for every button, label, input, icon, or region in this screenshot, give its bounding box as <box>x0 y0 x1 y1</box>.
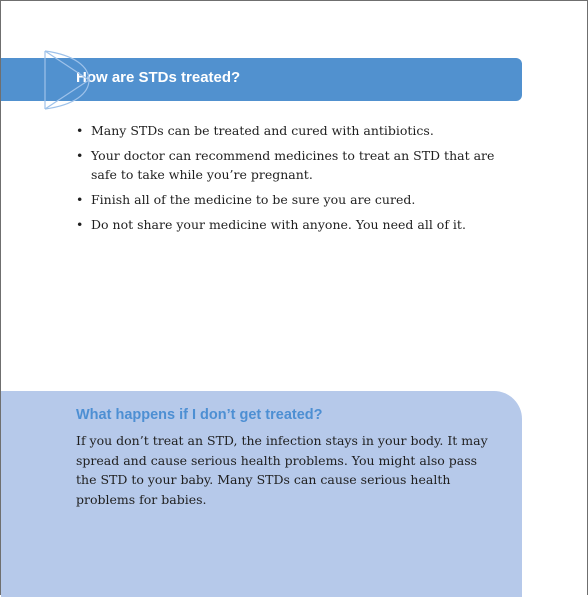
list-item <box>76 121 496 140</box>
bullet-icon: • <box>76 217 84 232</box>
list-item-text: Finish all of the medicine to be sure you are cured. <box>91 192 416 207</box>
bullet-icon: • <box>76 148 84 163</box>
list-item <box>76 215 496 234</box>
list-item-text: Do not share your medicine with anyone. You need all of it. <box>91 217 466 232</box>
chevron-outline-icon <box>41 49 93 111</box>
panel-body-text: If you don’t treat an STD, the infection stays in your body. It may spread and cause serious health problems. You might also pass the STD to your baby. Many STDs can cause serious health problems for babies. <box>76 433 488 507</box>
info-panel <box>1 391 522 597</box>
bullet-icon: • <box>76 123 84 138</box>
treatment-bullet-list <box>76 121 496 240</box>
list-item-text: Your doctor can recommend medicines to treat an STD that are safe to take while you’re pregnant. <box>91 148 495 182</box>
list-item <box>76 146 496 184</box>
list-item <box>76 190 496 209</box>
list-item-text: Many STDs can be treated and cured with antibiotics. <box>91 123 434 138</box>
section-title: How are STDs treated? <box>76 69 241 86</box>
bullet-icon: • <box>76 192 84 207</box>
panel-heading: What happens if I don’t get treated? <box>76 407 323 423</box>
